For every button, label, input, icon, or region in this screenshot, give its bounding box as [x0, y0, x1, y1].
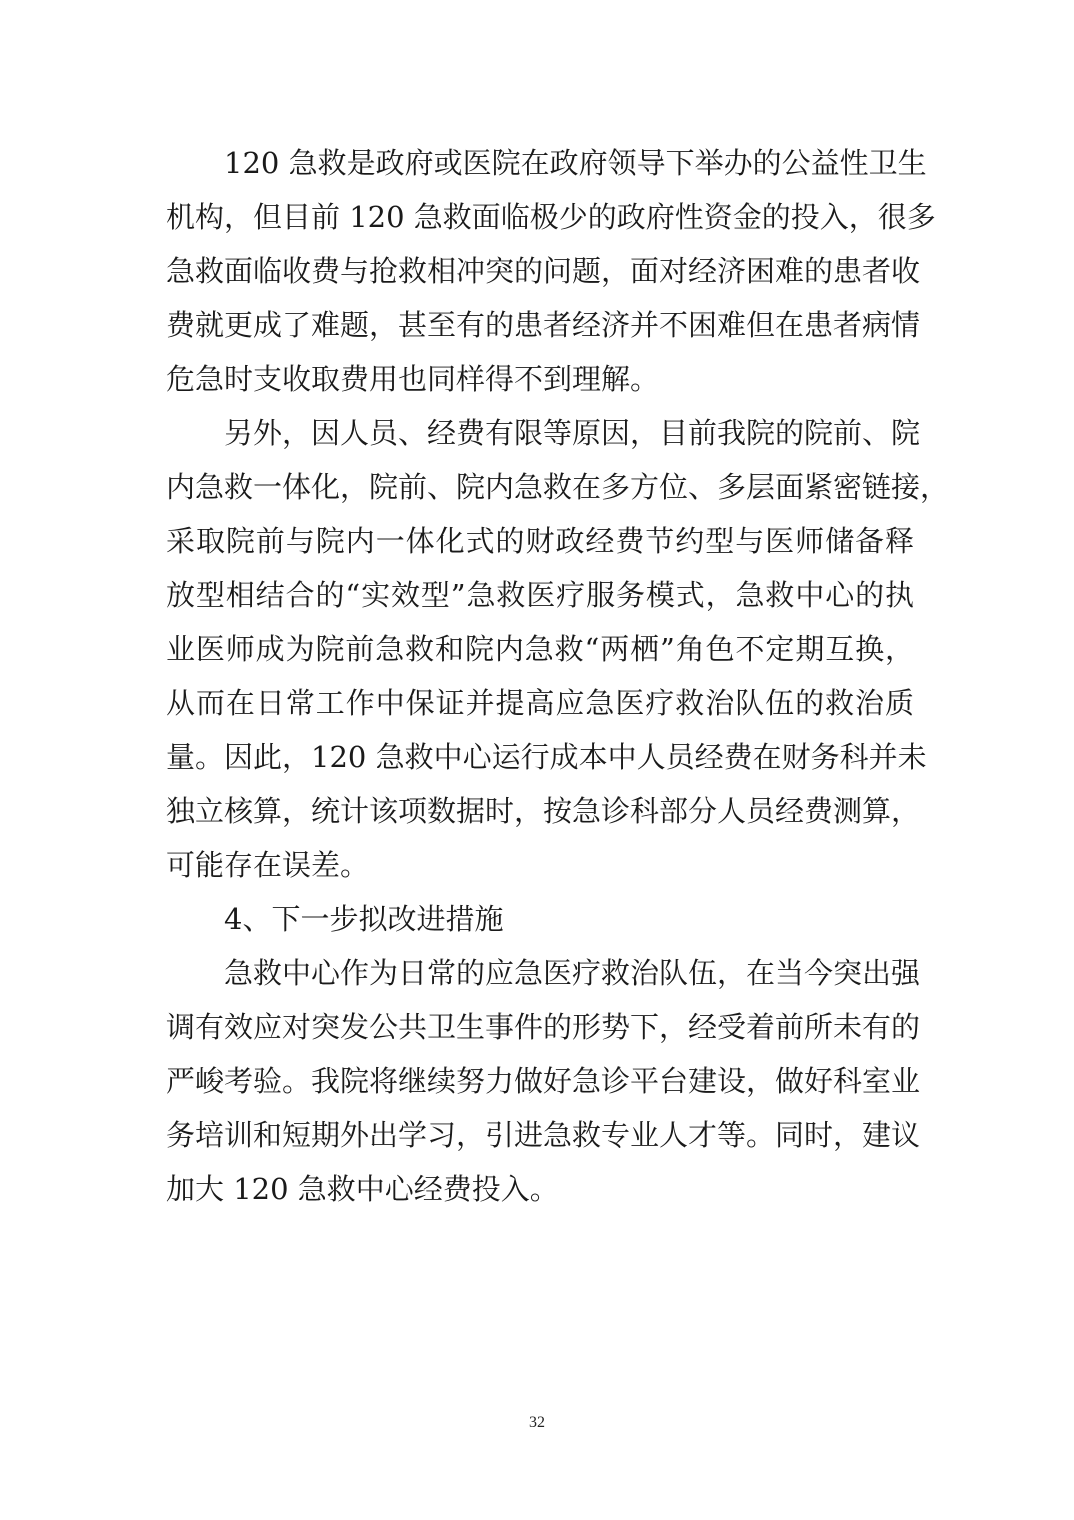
- page-number: 32: [529, 1414, 545, 1431]
- paragraph-2-line-7: 量。因此，120 急救中心运行成本中人员经费在财务科并未: [166, 740, 927, 774]
- paragraph-2-line-4: 放型相结合的“实效型”急救医疗服务模式，急救中心的执: [166, 578, 914, 612]
- paragraph-1-line-3: 急救面临收费与抢救相冲突的问题，面对经济困难的患者收: [166, 254, 921, 288]
- paragraph-1-line-4: 费就更成了难题，甚至有的患者经济并不困难但在患者病情: [166, 308, 921, 342]
- paragraph-2-line-8: 独立核算，统计该项数据时，按急诊科部分人员经费测算，: [166, 794, 921, 828]
- paragraph-2-line-3: 采取院前与院内一体化式的财政经费节约型与医师储备释: [166, 524, 914, 558]
- paragraph-2-line-1: 另外，因人员、经费有限等原因，目前我院的院前、院: [224, 416, 921, 450]
- paragraph-3-line-3: 严峻考验。我院将继续努力做好急诊平台建设，做好科室业: [166, 1064, 921, 1098]
- paragraph-2-line-2: 内急救一体化，院前、院内急救在多方位、多层面紧密链接，: [166, 470, 950, 504]
- paragraph-1-line-5: 危急时支收取费用也同样得不到理解。: [166, 362, 660, 396]
- paragraph-2-line-5: 业医师成为院前急救和院内急救“两栖”角色不定期互换，: [166, 632, 914, 666]
- paragraph-1-line-2: 机构，但目前 120 急救面临极少的政府性资金的投入，很多: [166, 200, 936, 234]
- paragraph-3-line-5: 加大 120 急救中心经费投入。: [166, 1172, 559, 1206]
- paragraph-3-line-4: 务培训和短期外出学习，引进急救专业人才等。同时，建议: [166, 1118, 921, 1152]
- paragraph-2-line-6: 从而在日常工作中保证并提高应急医疗救治队伍的救治质: [166, 686, 914, 720]
- paragraph-2-line-9: 可能存在误差。: [166, 848, 370, 882]
- section-heading: 4、下一步拟改进措施: [224, 902, 504, 936]
- body-text: [166, 136, 950, 1216]
- paragraph-3-line-2: 调有效应对突发公共卫生事件的形势下，经受着前所未有的: [166, 1010, 921, 1044]
- paragraph-3-line-1: 急救中心作为日常的应急医疗救治队伍，在当今突出强: [224, 956, 921, 990]
- paragraph-1-line-1: 120 急救是政府或医院在政府领导下举办的公益性卫生: [224, 146, 927, 180]
